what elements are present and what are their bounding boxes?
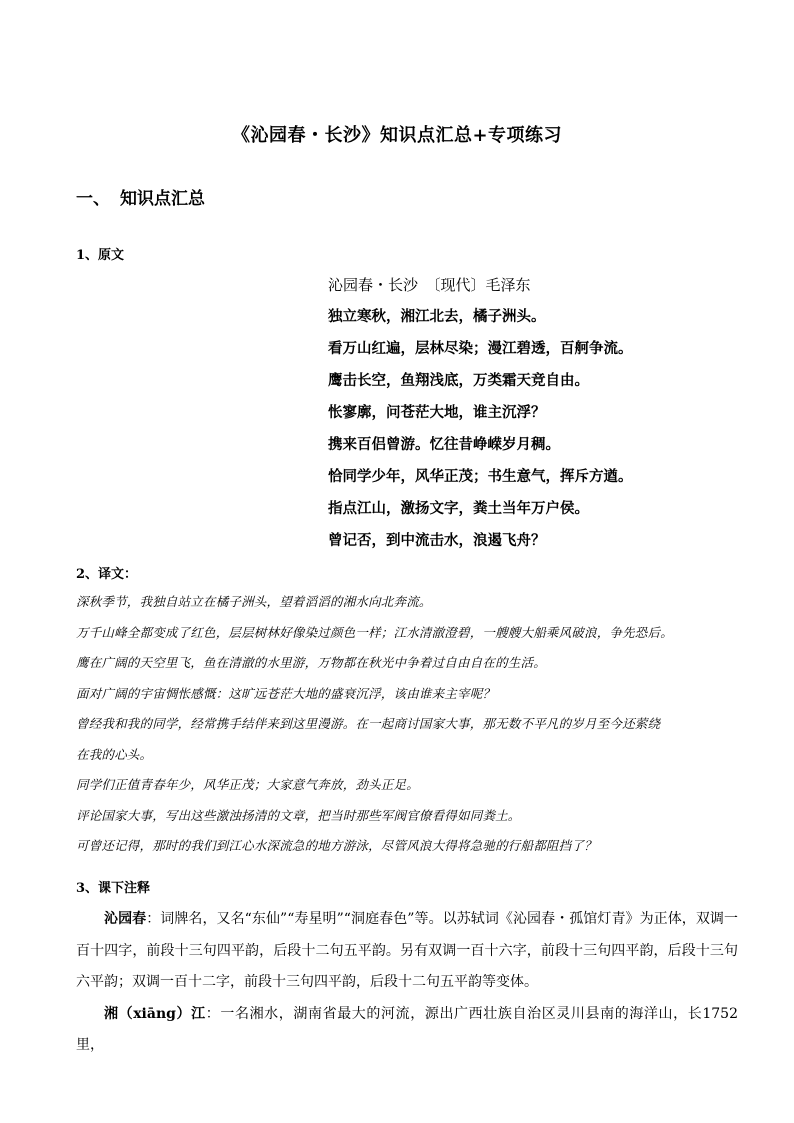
notes-heading: 3、课下注释	[76, 881, 151, 896]
notes-block	[76, 904, 738, 1062]
note-term: 沁园春	[104, 911, 147, 927]
translation-heading: 2、译文：	[76, 567, 138, 582]
poem-block	[328, 272, 748, 560]
poem-line: 指点江山，激扬文字，粪土当年万户侯。	[328, 500, 589, 517]
poem-line: 曾记否，到中流击水，浪遏飞舟？	[328, 532, 546, 549]
poem-line: 怅寥廓，问苍茫大地，谁主沉浮？	[328, 404, 546, 421]
poem-line: 携来百侣曾游。忆往昔峥嵘岁月稠。	[328, 436, 560, 453]
poem-line: 独立寒秋，湘江北去，橘子洲头。	[328, 308, 546, 325]
note-text: ：词牌名，又名“东仙”“寿星明”“洞庭春色”等。以苏轼词《沁园春・孤馆灯青》为正体，双调一百十四字，前段十三句四平韵，后段十二句五平韵。另有双调一百十六字，前段十三句四平韵，后段十三句六平韵；双调一百十二字，前段十三句四平韵，后段十二句五平韵等变体。	[76, 911, 738, 990]
translation-line: 在我的心头。	[76, 746, 153, 762]
translation-line: 评论国家大事，写出这些激浊扬清的文章，把当时那些军阀官僚看得如同粪土。	[76, 807, 521, 823]
note-term: 湘（xiāng）江	[104, 1005, 206, 1022]
original-text-heading: 1、原文	[76, 248, 125, 263]
translation-block	[76, 591, 736, 866]
translation-line: 深秋季节，我独自站立在橘子洲头，望着滔滔的湘水向北奔流。	[76, 594, 432, 609]
translation-line: 面对广阔的宇宙惆怅感慨：这旷远苍茫大地的盛衰沉浮，该由谁来主宰呢？	[76, 685, 496, 701]
translation-line: 曾经我和我的同学，经常携手结伴来到这里漫游。在一起商讨国家大事，那无数不平凡的岁月至今还萦绕	[76, 716, 661, 731]
translation-line: 鹰在广阔的天空里飞，鱼在清澈的水里游，万物都在秋光中争着过自由自在的生活。	[76, 655, 546, 670]
poem-title-author: 沁园春・长沙 〔现代〕毛泽东	[328, 276, 531, 294]
section-label: 知识点汇总	[120, 189, 205, 209]
translation-line: 万千山峰全都变成了红色，层层树林好像染过颜色一样；江水清澈澄碧，一艘艘大船乘风破浪，争先恐后。	[76, 624, 673, 640]
poem-line: 恰同学少年，风华正茂；书生意气，挥斥方遒。	[328, 468, 633, 485]
section-number: 一、	[76, 189, 110, 209]
poem-line: 鹰击长空，鱼翔浅底，万类霜天竞自由。	[328, 372, 589, 389]
note-paragraph	[76, 904, 738, 999]
translation-line: 可曾还记得，那时的我们到江心水深流急的地方游泳，尽管风浪大得将急驰的行船都阻挡了？	[76, 838, 597, 853]
note-paragraph	[76, 999, 738, 1062]
poem-line: 看万山红遍，层林尽染；漫江碧透，百舸争流。	[328, 340, 633, 357]
note-text: ：一名湘水，湖南省最大的河流，源出广西壮族自治区灵川县南的海洋山，长1752里，	[76, 1005, 738, 1053]
document-title: 《沁园春・长沙》知识点汇总+专项练习	[231, 125, 563, 146]
section-heading-knowledge-summary	[76, 184, 205, 209]
translation-line: 同学们正值青春年少，风华正茂；大家意气奔放，劲头正足。	[76, 777, 419, 792]
